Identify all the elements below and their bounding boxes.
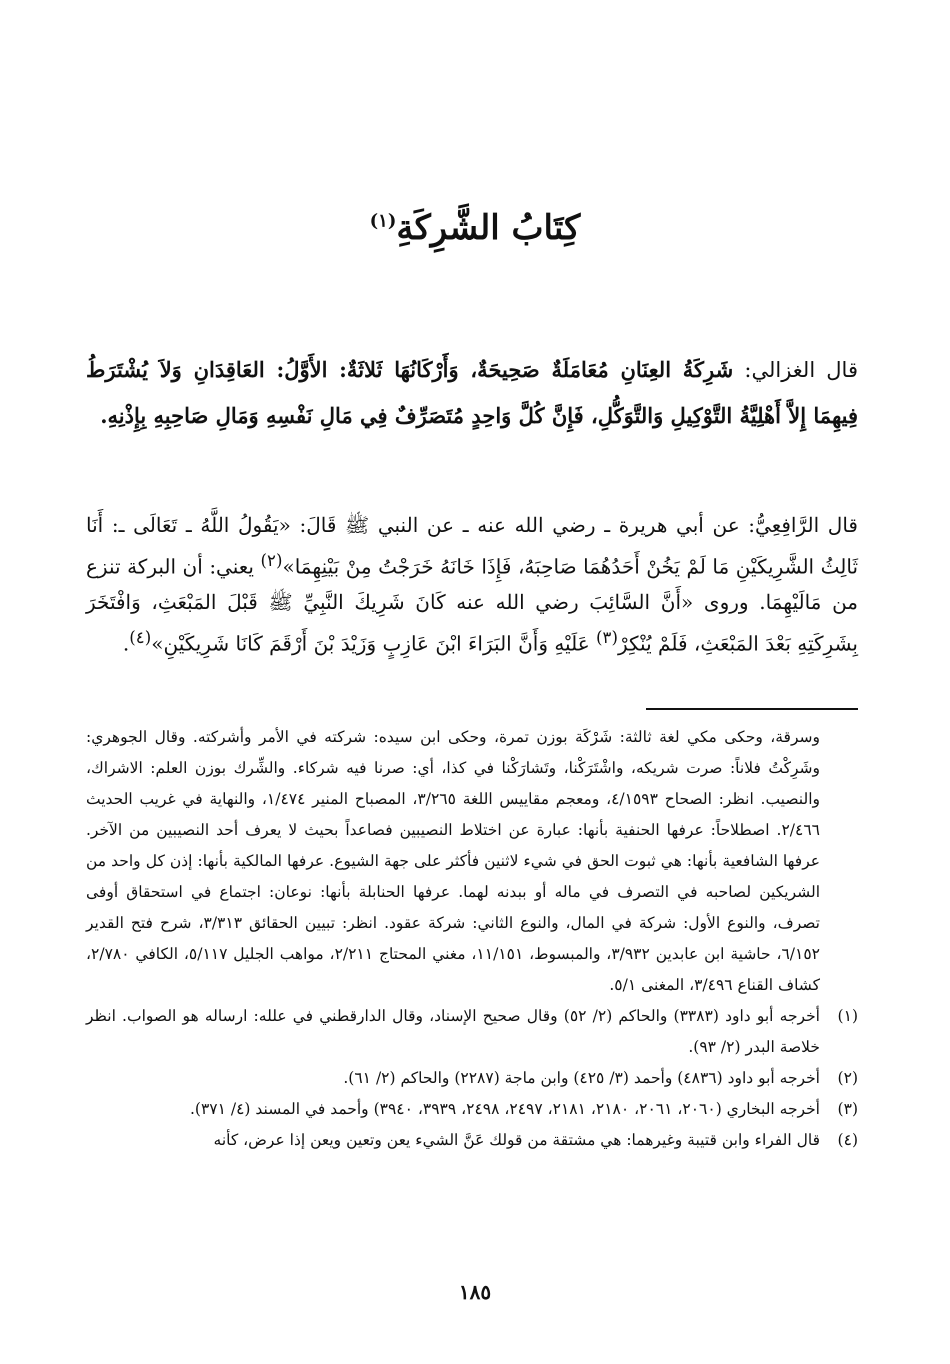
footnotes-section <box>86 722 858 1156</box>
footnote-number: (٢) <box>837 1069 858 1087</box>
footnote-continuation: وسرقة، وحكى مكي لغة ثالثة: شَرْكَة بوزن تمرة، وحكى ابن سيده: شركته في الأمر وأشركته. وقال الجوهري: وشَرِكْتُ فلاناً: صرت شريكه، واشْتَرَكْنا، وتَشارَكْنا في كذا، أي: صرنا فيه شركاء. والشِّرك بوزن العلم: الاشراك، والنصيب. انظر: الصحاح ٤/١٥٩٣، ومعجم مقاييس اللغة ٣/٢٦٥، المصباح المنير ١/٤٧٤، والنهاية في غريب الحديث ٢/٤٦٦. اصطلاحاً: عرفها الحنفية بأنها: عبارة عن اختلاط النصيبين فصاعداً بحيث لا يعرف أحد النصيبين من الآخر. عرفها الشافعية بأنها: هي ثبوت الحق في شيء لاثنين فأكثر على جهة الشيوع. عرفها المالكية بأنها: إذن كل واحد من الشريكين لصاحبه في التصرف في ماله أو ببدنه لهما. عرفها الحنابلة بأنها: نوعان: اجتماع في استحقاق أوفى تصرف، والنوع الأول: شركة في المال، والنوع الثاني: شركة عقود. انظر: تبيين الحقائق ٣/٣١٣، شرح فتح القدير ٦/١٥٢، حاشية ابن عابدين ٣/٩٣٢، والمبسوط، ١١/١٥١، مغني المحتاج ٢/٢١١، مواهب الجليل ٥/١١٧، الكافي ٢/٧٨٠، كشاف القناع ٣/٤٩٦، المغنى ٥/١. <box>86 728 820 994</box>
footnote-text: أخرجه أبو داود (٣٣٨٣) والحاكم (٢/ ٥٢) وقال صحيح الإسناد، وقال الدارقطني في علله: ارساله هو الصواب. انظر خلاصة البدر (٢/ ٩٣). <box>86 1007 820 1056</box>
footnote-ref-4: (٤) <box>129 627 152 647</box>
ghazali-label: قال الغزالي: <box>744 358 858 382</box>
footnote-separator <box>646 708 858 710</box>
footnote-text: قال الفراء وابن قتيبة وغيرهما: هي مشتقة من قولك عَنَّ الشيء يعن وتعين ويعن إذا عرض، كأنه <box>213 1131 820 1149</box>
footnote-4 <box>86 1125 858 1156</box>
rafii-text-part3: عَلَيْهِ وَأَنَّ البَرَاءَ ابْنَ عَازِبٍ وَزَيْدَ بْنَ أَرْقَمَ كَانَا شَرِيكَيْنِ» <box>151 631 590 656</box>
chapter-title <box>0 208 950 248</box>
page-number: ١٨٥ <box>458 1280 492 1304</box>
footnote-number: (٤) <box>837 1131 858 1149</box>
footnote-text: أخرجه البخاري (٢٠٦٠، ٢٠٦١، ٢١٨٠، ٢١٨١، ٢٤٩٧، ٢٤٩٨، ٣٩٣٩، ٣٩٤٠) وأحمد في المسند (٤/ ٣٧١). <box>189 1100 820 1118</box>
footnote-1 <box>86 1001 858 1063</box>
ghazali-paragraph <box>86 347 858 439</box>
chapter-title-text: كِتَابُ الشَّرِكَةِ <box>396 208 581 248</box>
footnote-3 <box>86 1094 858 1125</box>
rafii-text-part2: يعني: أن البركة تنزع من مَالَيْهِمَا. وروى «أَنَّ السَّائِبَ رضي الله عنه كَانَ شَرِيكَ النَّبِيِّ ﷺ قَبْلَ المَبْعَثِ، وَافْتَخَرَ بِشَرِكَتِهِ بَعْدَ المَبْعَثِ، فَلَمْ يُنْكِرْ <box>86 554 858 656</box>
footnote-ref-3: (٣) <box>596 627 618 647</box>
footnote-text: أخرجه أبو داود (٤٨٣٦) وأحمد (٣/ ٤٢٥) وابن ماجة (٢٢٨٧) والحاكم (٢/ ٦١). <box>343 1069 820 1087</box>
chapter-title-footnote-ref: (١) <box>369 210 397 232</box>
footnote-number: (٣) <box>837 1100 858 1118</box>
rafii-label: قال الرَّافِعِيُّ: <box>748 513 858 537</box>
footnote-2 <box>86 1063 858 1094</box>
rafii-text-part1: عن أبي هريرة ـ رضي الله عنه ـ عن النبي ﷺ قَالَ: «يَقُولُ اللَّهُ ـ تَعَالَى ـ: أَنَا ثَالِثُ الشَّرِيكَيْنِ مَا لَمْ يَخُنْ أَحَدُهُمَا صَاحِبَهُ، فَإِذَا خَانَهُ خَرَجْتُ مِنْ بَيْنِهِمَا» <box>86 513 859 579</box>
footnote-number: (١) <box>837 1007 858 1025</box>
rafii-text-end: . <box>122 631 130 656</box>
footnote-ref-2: (٢) <box>260 551 283 570</box>
rafii-paragraph <box>86 508 858 661</box>
ghazali-text: شَرِكَةُ العِنَانِ مُعَامَلَةٌ صَحِيحَةٌ، وَأَرْكَانُهَا ثَلاثَةٌ: الأَوَّلُ: العَاقِدَانِ وَلاَ يُشْتَرَطُ فِيهِمَا إِلاَّ أَهْلِيَّةُ التَّوْكِيلِ وَالتَّوَكُّلِ، فَإِنَّ كُلَّ وَاحِدٍ مُتَصَرِّفٌ فِي مَالِ نَفْسِهِ وَمَالِ صَاحِبِهِ بِإِذْنِهِ. <box>86 357 858 428</box>
